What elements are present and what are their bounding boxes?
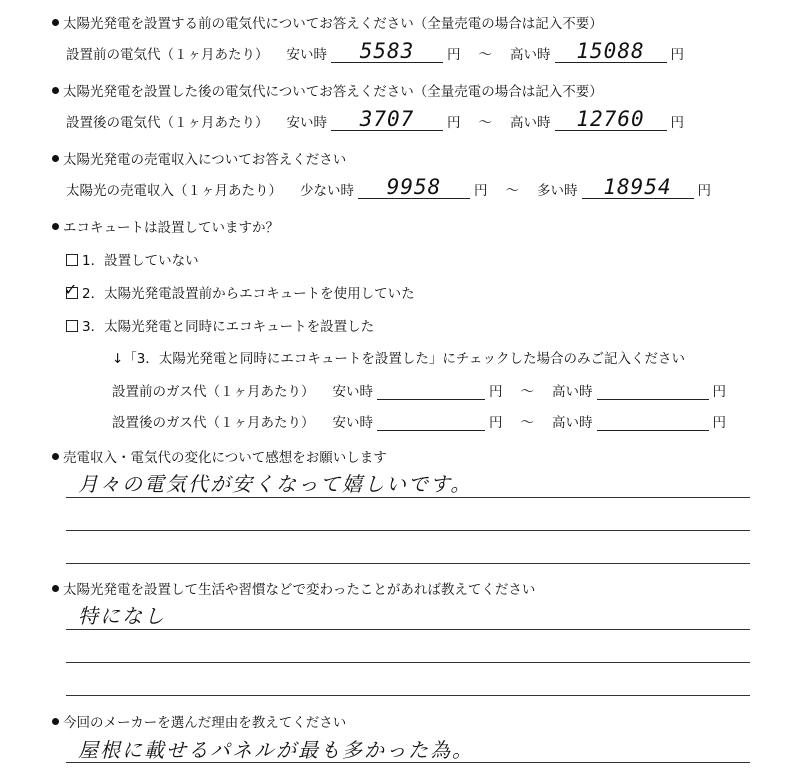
question-label: 太陽光発電を設置した後の電気代についてお答えください（全量売電の場合は記入不要）: [63, 84, 603, 100]
question-maker-reason: [52, 711, 346, 731]
low-value-field[interactable]: 3707: [331, 108, 443, 131]
low-label: 安い時: [286, 115, 327, 131]
high-label: 高い時: [510, 47, 551, 63]
range-separator: ～: [505, 183, 519, 199]
question-after-cost: [52, 80, 603, 100]
ruled-line: [66, 629, 750, 630]
question-label: 太陽光発電の売電収入についてお答えください: [63, 152, 347, 168]
low-label: 安い時: [332, 384, 373, 400]
low-label: 安い時: [286, 47, 327, 63]
ruled-line: [66, 762, 750, 763]
high-label: 高い時: [510, 115, 551, 131]
gas-row-before: [112, 377, 726, 400]
low-value-field[interactable]: 9958: [358, 176, 470, 199]
unit-label: 円: [489, 415, 503, 431]
option-not-installed[interactable]: [66, 249, 199, 269]
checkbox[interactable]: [66, 254, 78, 266]
bullet-icon: [52, 223, 59, 230]
row-prefix: 設置後の電気代（１ヶ月あたり）: [66, 115, 269, 131]
ruled-line: [66, 497, 750, 498]
high-value-field[interactable]: 15088: [555, 40, 667, 63]
low-label: 安い時: [332, 415, 373, 431]
question-lifestyle: [52, 578, 535, 598]
high-value-field[interactable]: [597, 377, 709, 400]
ruled-line: [66, 563, 750, 564]
high-value-field[interactable]: 18954: [582, 176, 694, 199]
unit-label: 円: [670, 47, 684, 63]
bullet-icon: [52, 585, 59, 592]
low-value-field[interactable]: [377, 408, 485, 431]
unit-label: 円: [474, 183, 488, 199]
gas-row-after: [112, 408, 726, 431]
option-used-before[interactable]: [66, 282, 415, 302]
unit-label: 円: [447, 47, 461, 63]
high-label: 高い時: [552, 415, 593, 431]
question-label: 今回のメーカーを選んだ理由を教えてください: [63, 715, 347, 731]
high-label: 多い時: [537, 183, 578, 199]
unit-label: 円: [670, 115, 684, 131]
question-label: 太陽光発電を設置する前の電気代についてお答えください（全量売電の場合は記入不要）: [63, 16, 603, 32]
high-label: 高い時: [552, 384, 593, 400]
bullet-icon: [52, 87, 59, 94]
low-value-field[interactable]: 5583: [331, 40, 443, 63]
answer-row-sales-income: [66, 176, 711, 199]
unit-label: 円: [489, 384, 503, 400]
row-prefix: 設置後のガス代（１ヶ月あたり）: [112, 415, 315, 431]
question-label: 売電収入・電気代の変化について感想をお願いします: [63, 450, 387, 466]
low-value-field[interactable]: [377, 377, 485, 400]
bullet-icon: [52, 19, 59, 26]
row-prefix: 設置前のガス代（１ヶ月あたり）: [112, 384, 315, 400]
lifestyle-answer[interactable]: 特になし: [78, 604, 166, 628]
ruled-line: [66, 530, 750, 531]
checkbox-checked[interactable]: [64, 280, 78, 299]
option-label: 1．設置していない: [82, 253, 199, 269]
answer-row-after-cost: [66, 108, 684, 131]
unit-label: 円: [697, 183, 711, 199]
impressions-answer[interactable]: 月々の電気代が安くなって嬉しいです。: [78, 472, 473, 496]
unit-label: 円: [712, 384, 726, 400]
option-label: 2．太陽光発電設置前からエコキュートを使用していた: [82, 286, 415, 302]
option-label: 3．太陽光発電と同時にエコキュートを設置した: [82, 319, 375, 335]
question-ecocute: [52, 216, 279, 236]
range-separator: ～: [520, 415, 534, 431]
range-separator: ～: [478, 47, 492, 63]
range-separator: ～: [478, 115, 492, 131]
row-prefix: 太陽光の売電収入（１ヶ月あたり）: [66, 183, 282, 199]
range-separator: ～: [520, 384, 534, 400]
question-sales-income: [52, 148, 346, 168]
checkbox[interactable]: [66, 320, 78, 332]
maker-reason-answer[interactable]: 屋根に載せるパネルが最も多かった為。: [78, 738, 474, 762]
high-value-field[interactable]: [597, 408, 709, 431]
bullet-icon: [52, 718, 59, 725]
ruled-line: [66, 662, 750, 663]
option-installed-same-time[interactable]: [66, 315, 374, 335]
low-label: 少ない時: [300, 183, 354, 199]
question-impressions: [52, 446, 387, 466]
bullet-icon: [52, 155, 59, 162]
question-label: 太陽光発電を設置して生活や習慣などで変わったことがあれば教えてください: [63, 582, 536, 598]
ecocute-note: ↓「3．太陽光発電と同時にエコキュートを設置した」にチェックした場合のみご記入ください: [112, 351, 685, 367]
unit-label: 円: [712, 415, 726, 431]
question-label: エコキュートは設置していますか？: [63, 220, 279, 236]
row-prefix: 設置前の電気代（１ヶ月あたり）: [66, 47, 269, 63]
unit-label: 円: [447, 115, 461, 131]
high-value-field[interactable]: 12760: [555, 108, 667, 131]
check-mark-icon: ✓: [64, 280, 78, 299]
answer-row-before-cost: [66, 40, 684, 63]
question-before-cost: [52, 12, 603, 32]
bullet-icon: [52, 453, 59, 460]
ruled-line: [66, 695, 750, 696]
